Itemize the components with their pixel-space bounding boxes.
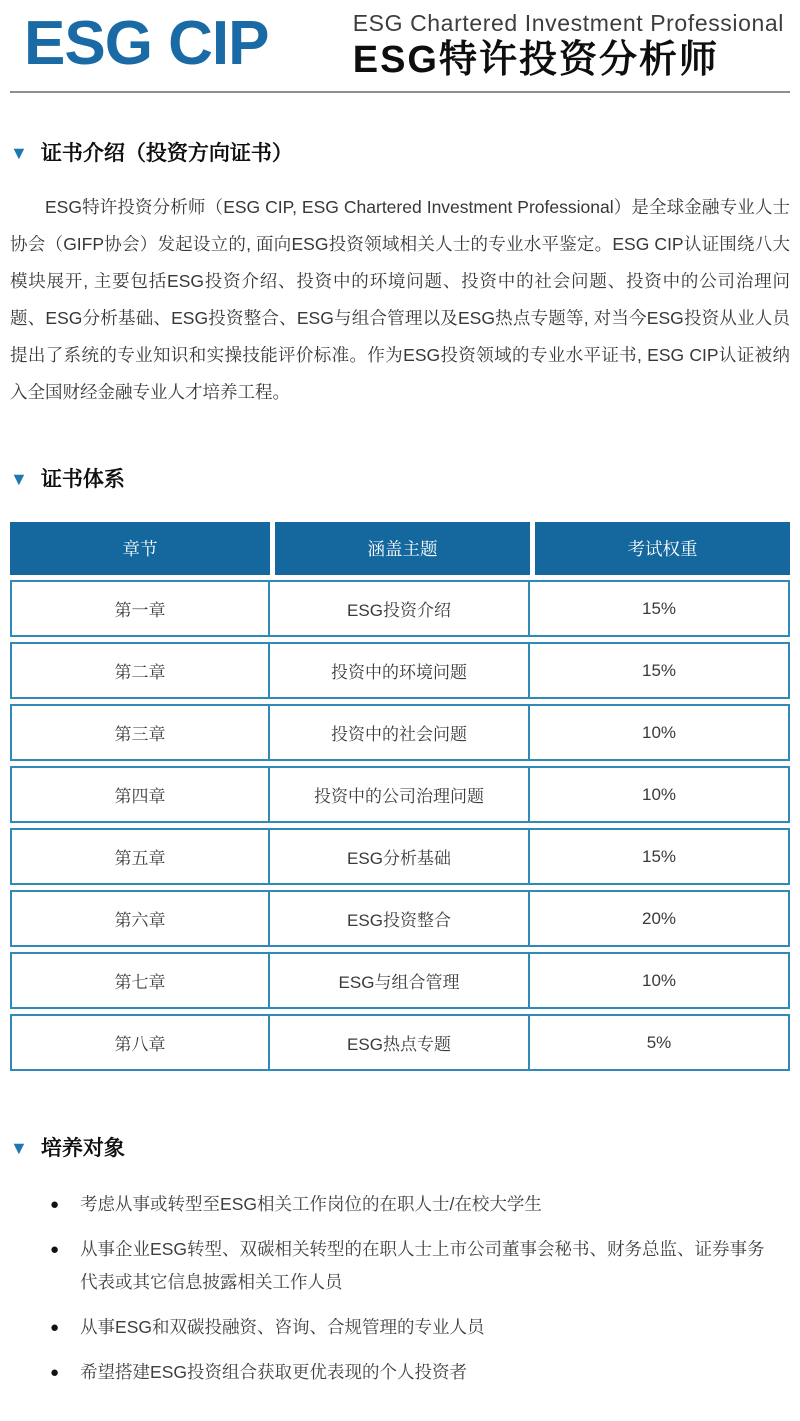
cell-weight: 15%	[530, 828, 790, 885]
bullet-icon: ●	[50, 1196, 60, 1213]
cell-weight: 10%	[530, 952, 790, 1009]
cell-chapter: 第五章	[10, 828, 270, 885]
table-header-row	[10, 522, 790, 575]
section-certificate-intro	[10, 137, 790, 411]
list-item-text: 希望搭建ESG投资组合获取更优表现的个人投资者	[80, 1362, 468, 1382]
cell-topic: ESG投资介绍	[270, 580, 530, 637]
list-item	[50, 1188, 790, 1221]
bullet-icon: ●	[50, 1241, 60, 1258]
cell-chapter: 第七章	[10, 952, 270, 1009]
header	[10, 6, 790, 83]
cell-topic: ESG分析基础	[270, 828, 530, 885]
cell-chapter: 第六章	[10, 890, 270, 947]
cell-topic: 投资中的环境问题	[270, 642, 530, 699]
table-row	[10, 952, 790, 1009]
bullet-icon: ●	[50, 1364, 60, 1381]
cell-weight: 10%	[530, 704, 790, 761]
list-item-text: 从事企业ESG转型、双碳相关转型的在职人士上市公司董事会秘书、财务总监、证券事务代表或其它信息披露相关工作人员	[80, 1239, 765, 1292]
column-header-topic: 涵盖主题	[270, 522, 530, 575]
table-row	[10, 828, 790, 885]
table-row	[10, 1014, 790, 1071]
bullet-icon: ●	[50, 1319, 60, 1336]
list-item	[50, 1356, 790, 1389]
triangle-marker-icon: ▼	[10, 1138, 28, 1158]
column-header-weight: 考试权重	[530, 522, 790, 575]
section-title-text: 证书体系	[40, 468, 125, 491]
table-row	[10, 642, 790, 699]
triangle-marker-icon: ▼	[10, 469, 28, 489]
header-titles	[353, 8, 784, 83]
section-heading	[10, 463, 790, 493]
section-certificate-system	[10, 463, 790, 1076]
header-divider	[10, 91, 790, 93]
cell-topic: ESG与组合管理	[270, 952, 530, 1009]
list-item	[50, 1311, 790, 1344]
certificate-system-table	[10, 517, 790, 1076]
list-item-text: 从事ESG和双碳投融资、咨询、合规管理的专业人员	[80, 1317, 485, 1337]
cell-weight: 15%	[530, 642, 790, 699]
list-item	[50, 1233, 790, 1299]
section-heading	[10, 1132, 790, 1162]
triangle-marker-icon: ▼	[10, 143, 28, 163]
cell-weight: 15%	[530, 580, 790, 637]
table-row	[10, 890, 790, 947]
cell-chapter: 第一章	[10, 580, 270, 637]
section-title-text: 培养对象	[40, 1137, 125, 1160]
cell-topic: ESG投资整合	[270, 890, 530, 947]
cell-topic: ESG热点专题	[270, 1014, 530, 1071]
cell-weight: 20%	[530, 890, 790, 947]
cell-chapter: 第二章	[10, 642, 270, 699]
list-item-text: 考虑从事或转型至ESG相关工作岗位的在职人士/在校大学生	[80, 1194, 542, 1214]
table-row	[10, 704, 790, 761]
title-chinese: ESG特许投资分析师	[352, 39, 719, 81]
audience-list	[50, 1188, 790, 1389]
brand-logo: ESG CIP	[24, 9, 269, 78]
cell-chapter: 第四章	[10, 766, 270, 823]
section-heading	[10, 137, 790, 167]
intro-paragraph: ESG特许投资分析师（ESG CIP, ESG Chartered Investment Professional）是全球金融专业人士协会（GIFP协会）发起设立的, 面向ESG投资领域相关人士的专业水平鉴定。ESG CIP认证围绕八大模块展开, 主要包括ESG投资介绍、投资中的环境问题、投资中的社会问题、投资中的公司治理问题、ESG分析基础、ESG投资整合、ESG与组合管理以及ESG热点专题等, 对当今ESG投资从业人员提出了系统的专业知识和实操技能评价标准。作为ESG投资领域的专业水平证书, ESG CIP认证被纳入全国财经金融专业人才培养工程。	[10, 197, 790, 402]
section-target-audience	[10, 1132, 790, 1389]
column-header-chapter: 章节	[10, 522, 270, 575]
cell-weight: 5%	[530, 1014, 790, 1071]
cell-topic: 投资中的社会问题	[270, 704, 530, 761]
section-title-text: 证书介绍（投资方向证书）	[40, 142, 293, 165]
table-row	[10, 766, 790, 823]
cell-topic: 投资中的公司治理问题	[270, 766, 530, 823]
cell-chapter: 第三章	[10, 704, 270, 761]
cell-chapter: 第八章	[10, 1014, 270, 1071]
cell-weight: 10%	[530, 766, 790, 823]
table-row	[10, 580, 790, 637]
subtitle-english: ESG Chartered Investment Professional	[352, 10, 784, 36]
